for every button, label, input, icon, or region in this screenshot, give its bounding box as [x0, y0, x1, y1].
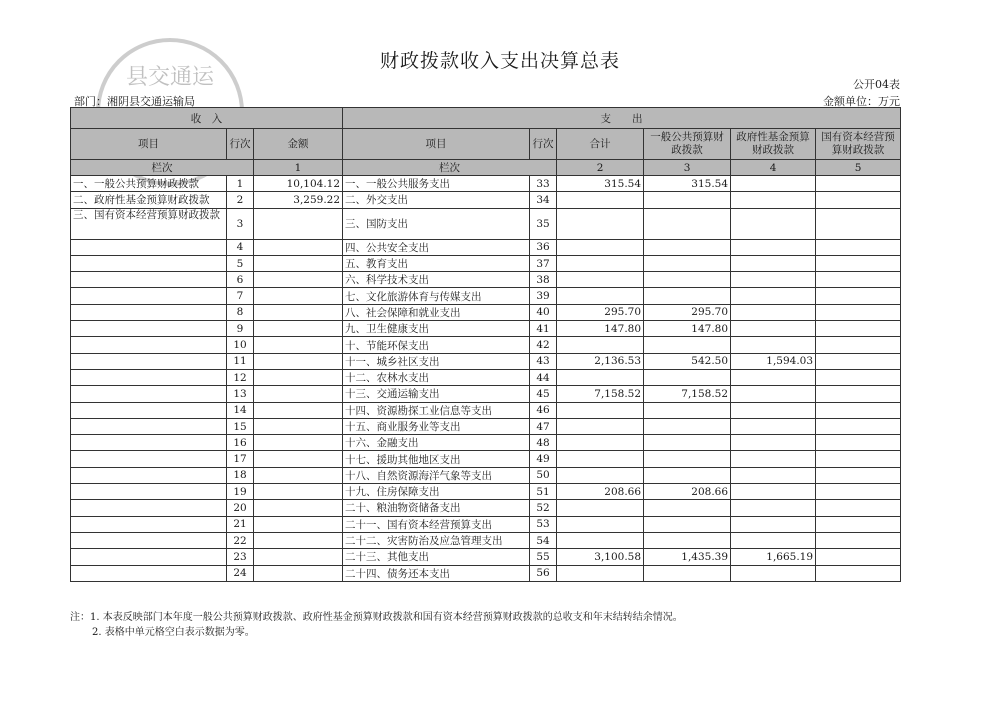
income-line-cell: 1 — [227, 176, 254, 192]
table-row — [71, 337, 901, 353]
income-line-cell: 14 — [227, 402, 254, 418]
state-capital-cell — [816, 255, 901, 271]
income-amount-cell — [254, 467, 343, 483]
state-capital-cell — [816, 239, 901, 255]
general-budget-cell — [644, 500, 731, 516]
col-label-right: 栏次 — [343, 160, 557, 176]
fund-budget-cell — [731, 369, 816, 385]
fund-budget-cell — [731, 418, 816, 434]
fund-budget-header: 政府性基金预算财政拨款 — [731, 129, 816, 160]
expense-item-cell: 二十一、国有资本经营预算支出 — [343, 516, 530, 532]
expense-line-cell: 42 — [530, 337, 557, 353]
expense-item-cell: 十二、农林水支出 — [343, 369, 530, 385]
table-row — [71, 516, 901, 532]
department-label: 部门：湘阴县交通运输局 — [74, 95, 195, 108]
expense-item-cell: 十四、资源勘探工业信息等支出 — [343, 402, 530, 418]
income-amount-cell — [254, 532, 343, 548]
expense-line-cell: 34 — [530, 192, 557, 208]
general-budget-cell — [644, 402, 731, 418]
general-budget-cell — [644, 337, 731, 353]
income-item-cell — [71, 484, 227, 500]
total-cell: 315.54 — [557, 176, 644, 192]
table-row — [71, 532, 901, 548]
general-budget-cell — [644, 239, 731, 255]
expense-line-cell: 43 — [530, 353, 557, 369]
expense-line-cell: 45 — [530, 386, 557, 402]
income-item-cell — [71, 272, 227, 288]
state-capital-cell — [816, 500, 901, 516]
income-item-cell — [71, 532, 227, 548]
income-item-cell: 一、一般公共预算财政拨款 — [71, 176, 227, 192]
total-cell — [557, 402, 644, 418]
table-row — [71, 239, 901, 255]
state-capital-cell — [816, 321, 901, 337]
table-row — [71, 484, 901, 500]
expense-line-cell: 37 — [530, 255, 557, 271]
income-line-cell: 13 — [227, 386, 254, 402]
expense-line-cell: 33 — [530, 176, 557, 192]
expense-line-cell: 55 — [530, 549, 557, 565]
income-item-cell — [71, 467, 227, 483]
expense-line-cell: 53 — [530, 516, 557, 532]
header-row-sections — [71, 108, 901, 129]
income-amount-cell — [254, 435, 343, 451]
footnote-1: 注：1. 本表反映部门本年度一般公共预算财政拨款、政府性基金预算财政拨款和国有资本经营预算财政拨款的总收支和年末结转结余情况。 — [70, 612, 683, 623]
form-number: 公开04表 — [853, 78, 900, 91]
income-item-cell — [71, 288, 227, 304]
table-row — [71, 321, 901, 337]
general-budget-cell — [644, 451, 731, 467]
general-budget-cell — [644, 516, 731, 532]
state-capital-cell — [816, 532, 901, 548]
expense-item-cell: 八、社会保障和就业支出 — [343, 304, 530, 320]
income-line-cell: 7 — [227, 288, 254, 304]
expense-line-cell: 56 — [530, 565, 557, 581]
income-amount-cell — [254, 451, 343, 467]
expense-line-cell: 36 — [530, 239, 557, 255]
income-amount-cell — [254, 418, 343, 434]
state-capital-cell — [816, 304, 901, 320]
fund-budget-cell — [731, 304, 816, 320]
budget-table — [70, 107, 901, 582]
state-capital-cell — [816, 272, 901, 288]
col-label-left: 栏次 — [71, 160, 254, 176]
expense-line-cell: 52 — [530, 500, 557, 516]
expense-line-cell: 48 — [530, 435, 557, 451]
expense-line-cell: 49 — [530, 451, 557, 467]
income-line-cell: 23 — [227, 549, 254, 565]
total-cell — [557, 255, 644, 271]
income-item-cell — [71, 353, 227, 369]
table-row — [71, 435, 901, 451]
income-line-cell: 6 — [227, 272, 254, 288]
expense-line-cell: 38 — [530, 272, 557, 288]
income-line-cell: 8 — [227, 304, 254, 320]
income-item-cell — [71, 402, 227, 418]
col-index-4: 4 — [731, 160, 816, 176]
general-budget-cell — [644, 418, 731, 434]
general-budget-header: 一般公共预算财政拨款 — [644, 129, 731, 160]
expense-item-header: 项目 — [343, 129, 530, 160]
income-line-cell: 20 — [227, 500, 254, 516]
expense-item-cell: 五、教育支出 — [343, 255, 530, 271]
income-amount-cell — [254, 549, 343, 565]
footnotes — [70, 610, 683, 640]
fund-budget-cell — [731, 321, 816, 337]
income-line-cell: 19 — [227, 484, 254, 500]
general-budget-cell: 7,158.52 — [644, 386, 731, 402]
fund-budget-cell — [731, 500, 816, 516]
income-amount-cell — [254, 321, 343, 337]
income-amount-cell — [254, 386, 343, 402]
general-budget-cell: 147.80 — [644, 321, 731, 337]
fund-budget-cell — [731, 565, 816, 581]
table-body — [71, 176, 901, 582]
expense-line-header: 行次 — [530, 129, 557, 160]
income-amount-cell — [254, 353, 343, 369]
state-capital-cell — [816, 353, 901, 369]
expense-item-cell: 十六、金融支出 — [343, 435, 530, 451]
income-amount-cell — [254, 337, 343, 353]
fund-budget-cell — [731, 239, 816, 255]
general-budget-cell — [644, 208, 731, 239]
total-cell — [557, 337, 644, 353]
fund-budget-cell — [731, 451, 816, 467]
total-header: 合计 — [557, 129, 644, 160]
total-cell — [557, 418, 644, 434]
state-capital-cell — [816, 192, 901, 208]
general-budget-cell — [644, 467, 731, 483]
table-row — [71, 451, 901, 467]
expense-item-cell: 二十、粮油物资储备支出 — [343, 500, 530, 516]
table-row — [71, 467, 901, 483]
income-item-cell: 三、国有资本经营预算财政拨款 — [71, 208, 227, 239]
total-cell — [557, 369, 644, 385]
state-capital-header: 国有资本经营预算财政拨款 — [816, 129, 901, 160]
income-amount-cell — [254, 565, 343, 581]
col-index-5: 5 — [816, 160, 901, 176]
table-row — [71, 176, 901, 192]
general-budget-cell — [644, 288, 731, 304]
col-index-3: 3 — [644, 160, 731, 176]
income-item-cell — [71, 451, 227, 467]
table-row — [71, 549, 901, 565]
expense-item-cell: 七、文化旅游体育与传媒支出 — [343, 288, 530, 304]
fund-budget-cell — [731, 467, 816, 483]
total-cell — [557, 208, 644, 239]
state-capital-cell — [816, 386, 901, 402]
fund-budget-cell — [731, 176, 816, 192]
income-amount-cell — [254, 369, 343, 385]
general-budget-cell — [644, 565, 731, 581]
general-budget-cell: 542.50 — [644, 353, 731, 369]
income-line-cell: 24 — [227, 565, 254, 581]
income-item-cell — [71, 565, 227, 581]
total-cell — [557, 500, 644, 516]
general-budget-cell: 315.54 — [644, 176, 731, 192]
income-amount-cell — [254, 304, 343, 320]
general-budget-cell — [644, 192, 731, 208]
income-item-cell — [71, 369, 227, 385]
expense-item-cell: 二十四、债务还本支出 — [343, 565, 530, 581]
state-capital-cell — [816, 208, 901, 239]
state-capital-cell — [816, 176, 901, 192]
table-row — [71, 288, 901, 304]
income-line-cell: 17 — [227, 451, 254, 467]
table-row — [71, 500, 901, 516]
income-amount-cell: 3,259.22 — [254, 192, 343, 208]
expense-item-cell: 十九、住房保障支出 — [343, 484, 530, 500]
income-item-cell — [71, 304, 227, 320]
income-item-cell — [71, 418, 227, 434]
page-title: 财政拨款收入支出决算总表 — [379, 50, 620, 72]
expense-line-cell: 50 — [530, 467, 557, 483]
income-item-cell — [71, 321, 227, 337]
general-budget-cell — [644, 532, 731, 548]
income-line-header: 行次 — [227, 129, 254, 160]
general-budget-cell — [644, 255, 731, 271]
table-row — [71, 386, 901, 402]
fund-budget-cell — [731, 402, 816, 418]
state-capital-cell — [816, 467, 901, 483]
income-line-cell: 2 — [227, 192, 254, 208]
col-index-1: 1 — [254, 160, 343, 176]
state-capital-cell — [816, 418, 901, 434]
table-row — [71, 208, 901, 239]
header-row-index — [71, 160, 901, 176]
expense-item-cell: 十一、城乡社区支出 — [343, 353, 530, 369]
header-row-columns — [71, 129, 901, 160]
general-budget-cell — [644, 272, 731, 288]
general-budget-cell — [644, 369, 731, 385]
fund-budget-cell — [731, 484, 816, 500]
expense-line-cell: 39 — [530, 288, 557, 304]
total-cell — [557, 272, 644, 288]
income-line-cell: 4 — [227, 239, 254, 255]
state-capital-cell — [816, 435, 901, 451]
income-header: 收 入 — [71, 108, 343, 129]
expense-item-cell: 二十二、灾害防治及应急管理支出 — [343, 532, 530, 548]
expense-line-cell: 54 — [530, 532, 557, 548]
income-item-cell — [71, 516, 227, 532]
fund-budget-cell — [731, 208, 816, 239]
state-capital-cell — [816, 337, 901, 353]
income-amount-cell — [254, 516, 343, 532]
state-capital-cell — [816, 565, 901, 581]
state-capital-cell — [816, 288, 901, 304]
table-row — [71, 418, 901, 434]
income-amount-cell — [254, 484, 343, 500]
fund-budget-cell — [731, 435, 816, 451]
expense-item-cell: 十八、自然资源海洋气象等支出 — [343, 467, 530, 483]
income-item-cell: 二、政府性基金预算财政拨款 — [71, 192, 227, 208]
fund-budget-cell — [731, 386, 816, 402]
expense-item-cell: 十七、援助其他地区支出 — [343, 451, 530, 467]
income-amount-cell: 10,104.12 — [254, 176, 343, 192]
state-capital-cell — [816, 484, 901, 500]
expense-item-cell: 二、外交支出 — [343, 192, 530, 208]
expense-item-cell: 十、节能环保支出 — [343, 337, 530, 353]
state-capital-cell — [816, 402, 901, 418]
income-item-cell — [71, 239, 227, 255]
total-cell: 2,136.53 — [557, 353, 644, 369]
income-line-cell: 12 — [227, 369, 254, 385]
expense-line-cell: 44 — [530, 369, 557, 385]
total-cell — [557, 565, 644, 581]
income-amount-cell — [254, 272, 343, 288]
total-cell: 208.66 — [557, 484, 644, 500]
income-item-cell — [71, 435, 227, 451]
income-line-cell: 3 — [227, 208, 254, 239]
fund-budget-cell — [731, 272, 816, 288]
income-line-cell: 10 — [227, 337, 254, 353]
general-budget-cell — [644, 435, 731, 451]
income-amount-cell — [254, 288, 343, 304]
expense-line-cell: 46 — [530, 402, 557, 418]
income-amount-cell — [254, 500, 343, 516]
income-item-cell — [71, 255, 227, 271]
table-row — [71, 304, 901, 320]
total-cell — [557, 435, 644, 451]
expense-item-cell: 一、一般公共服务支出 — [343, 176, 530, 192]
general-budget-cell: 295.70 — [644, 304, 731, 320]
expense-line-cell: 41 — [530, 321, 557, 337]
income-line-cell: 15 — [227, 418, 254, 434]
income-line-cell: 22 — [227, 532, 254, 548]
footnote-2: 2. 表格中单元格空白表示数据为零。 — [92, 627, 255, 638]
table-row — [71, 272, 901, 288]
table-row — [71, 565, 901, 581]
general-budget-cell: 1,435.39 — [644, 549, 731, 565]
fund-budget-cell — [731, 192, 816, 208]
table-row — [71, 192, 901, 208]
total-cell: 147.80 — [557, 321, 644, 337]
fund-budget-cell — [731, 288, 816, 304]
income-item-cell — [71, 386, 227, 402]
income-line-cell: 18 — [227, 467, 254, 483]
total-cell — [557, 532, 644, 548]
expense-line-cell: 47 — [530, 418, 557, 434]
state-capital-cell — [816, 451, 901, 467]
state-capital-cell — [816, 516, 901, 532]
income-item-cell — [71, 549, 227, 565]
expense-item-cell: 九、卫生健康支出 — [343, 321, 530, 337]
table-row — [71, 402, 901, 418]
income-amount-cell — [254, 239, 343, 255]
income-amount-header: 金额 — [254, 129, 343, 160]
state-capital-cell — [816, 549, 901, 565]
amount-unit: 金额单位：万元 — [823, 95, 900, 108]
expense-line-cell: 40 — [530, 304, 557, 320]
expense-item-cell: 三、国防支出 — [343, 208, 530, 239]
general-budget-cell: 208.66 — [644, 484, 731, 500]
expense-item-cell: 十三、交通运输支出 — [343, 386, 530, 402]
income-line-cell: 16 — [227, 435, 254, 451]
income-item-cell — [71, 337, 227, 353]
income-line-cell: 9 — [227, 321, 254, 337]
total-cell — [557, 192, 644, 208]
fund-budget-cell — [731, 337, 816, 353]
income-amount-cell — [254, 208, 343, 239]
income-item-cell — [71, 500, 227, 516]
fund-budget-cell — [731, 532, 816, 548]
svg-text:县交通运: 县交通运 — [125, 65, 215, 90]
fund-budget-cell — [731, 255, 816, 271]
table-row — [71, 353, 901, 369]
total-cell: 3,100.58 — [557, 549, 644, 565]
table-row — [71, 369, 901, 385]
total-cell — [557, 467, 644, 483]
state-capital-cell — [816, 369, 901, 385]
total-cell: 7,158.52 — [557, 386, 644, 402]
income-line-cell: 11 — [227, 353, 254, 369]
income-line-cell: 5 — [227, 255, 254, 271]
expense-item-cell: 二十三、其他支出 — [343, 549, 530, 565]
income-amount-cell — [254, 255, 343, 271]
expense-item-cell: 六、科学技术支出 — [343, 272, 530, 288]
total-cell: 295.70 — [557, 304, 644, 320]
expense-line-cell: 51 — [530, 484, 557, 500]
total-cell — [557, 516, 644, 532]
expense-line-cell: 35 — [530, 208, 557, 239]
fund-budget-cell — [731, 516, 816, 532]
income-item-header: 项目 — [71, 129, 227, 160]
fund-budget-cell: 1,665.19 — [731, 549, 816, 565]
expense-header: 支 出 — [343, 108, 901, 129]
fund-budget-cell: 1,594.03 — [731, 353, 816, 369]
income-line-cell: 21 — [227, 516, 254, 532]
total-cell — [557, 239, 644, 255]
expense-item-cell: 十五、商业服务业等支出 — [343, 418, 530, 434]
total-cell — [557, 288, 644, 304]
expense-item-cell: 四、公共安全支出 — [343, 239, 530, 255]
income-amount-cell — [254, 402, 343, 418]
col-index-2: 2 — [557, 160, 644, 176]
total-cell — [557, 451, 644, 467]
table-row — [71, 255, 901, 271]
